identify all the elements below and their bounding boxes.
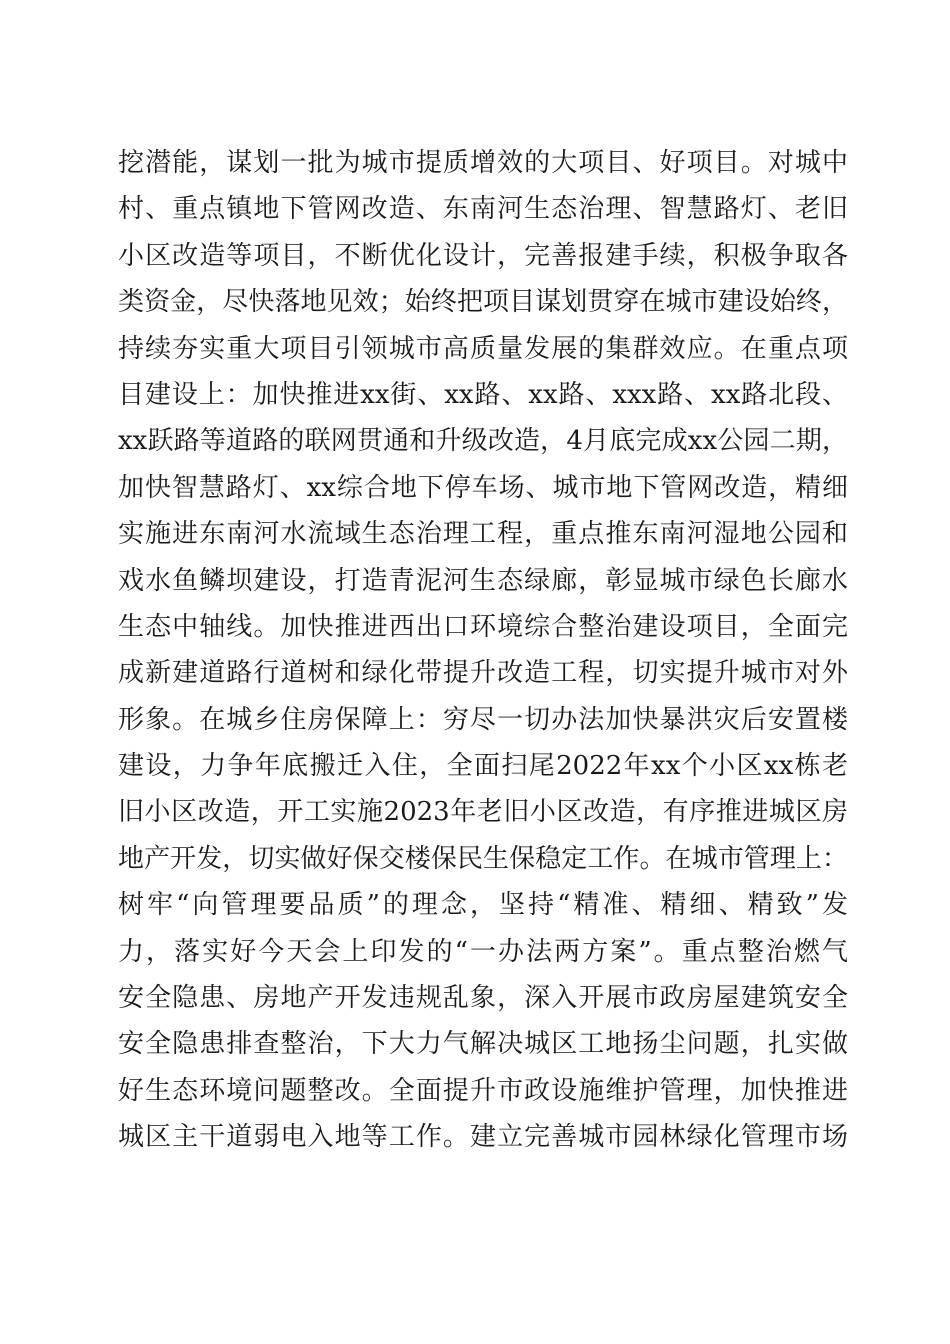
body-paragraph: [118, 140, 848, 1161]
text-line: 成新建道路行道树和绿化带提升改造工程，切实提升城市对外: [118, 658, 848, 689]
text-line: 城区主干道弱电入地等工作。建立完善城市园林绿化管理市场: [118, 1122, 848, 1153]
text-line: 持续夯实重大项目引领城市高质量发展的集群效应。在重点项: [118, 333, 848, 364]
text-line: xx跃路等道路的联网贯通和升级改造，4月底完成xx公园二期，: [118, 426, 848, 457]
text-line: 实施进东南河水流域生态治理工程，重点推东南河湿地公园和: [118, 519, 848, 550]
text-line: 形象。在城乡住房保障上：穷尽一切办法加快暴洪灾后安置楼: [118, 704, 848, 735]
text-line: 树牢“向管理要品质”的理念，坚持“精准、精细、精致”发: [118, 890, 848, 921]
text-line: 挖潜能，谋划一批为城市提质增效的大项目、好项目。对城中: [118, 148, 848, 178]
text-line: 戏水鱼鳞坝建设，打造青泥河生态绿廊，彰显城市绿色长廊水: [118, 565, 848, 596]
text-line: 安全隐患、房地产开发违规乱象，深入开展市政房屋建筑安全: [118, 983, 848, 1014]
text-line: 生态中轴线。加快推进西出口环境综合整治建设项目，全面完: [118, 611, 848, 642]
text-line: 村、重点镇地下管网改造、东南河生态治理、智慧路灯、老旧: [118, 194, 848, 225]
text-line: 类资金，尽快落地见效；始终把项目谋划贯穿在城市建设始终，: [118, 287, 848, 318]
text-line: 地产开发，切实做好保交楼保民生保稳定工作。在城市管理上：: [118, 843, 848, 874]
text-line: 旧小区改造，开工实施2023年老旧小区改造，有序推进城区房: [118, 797, 848, 828]
text-line: 目建设上：加快推进xx街、xx路、xx路、xxx路、xx路北段、: [118, 379, 848, 410]
text-line: 建设，力争年底搬迁入住，全面扫尾2022年xx个小区xx栋老: [118, 751, 848, 782]
text-line: 小区改造等项目，不断优化设计，完善报建手续，积极争取各: [118, 240, 848, 271]
text-line: 安全隐患排查整治，下大力气解决城区工地扬尘问题，扎实做: [118, 1029, 848, 1060]
text-line: 力，落实好今天会上印发的“一办法两方案”。重点整治燃气: [118, 936, 848, 967]
text-line: 好生态环境问题整改。全面提升市政设施维护管理，加快推进: [118, 1075, 848, 1106]
text-line: 加快智慧路灯、xx综合地下停车场、城市地下管网改造，精细: [118, 472, 848, 503]
